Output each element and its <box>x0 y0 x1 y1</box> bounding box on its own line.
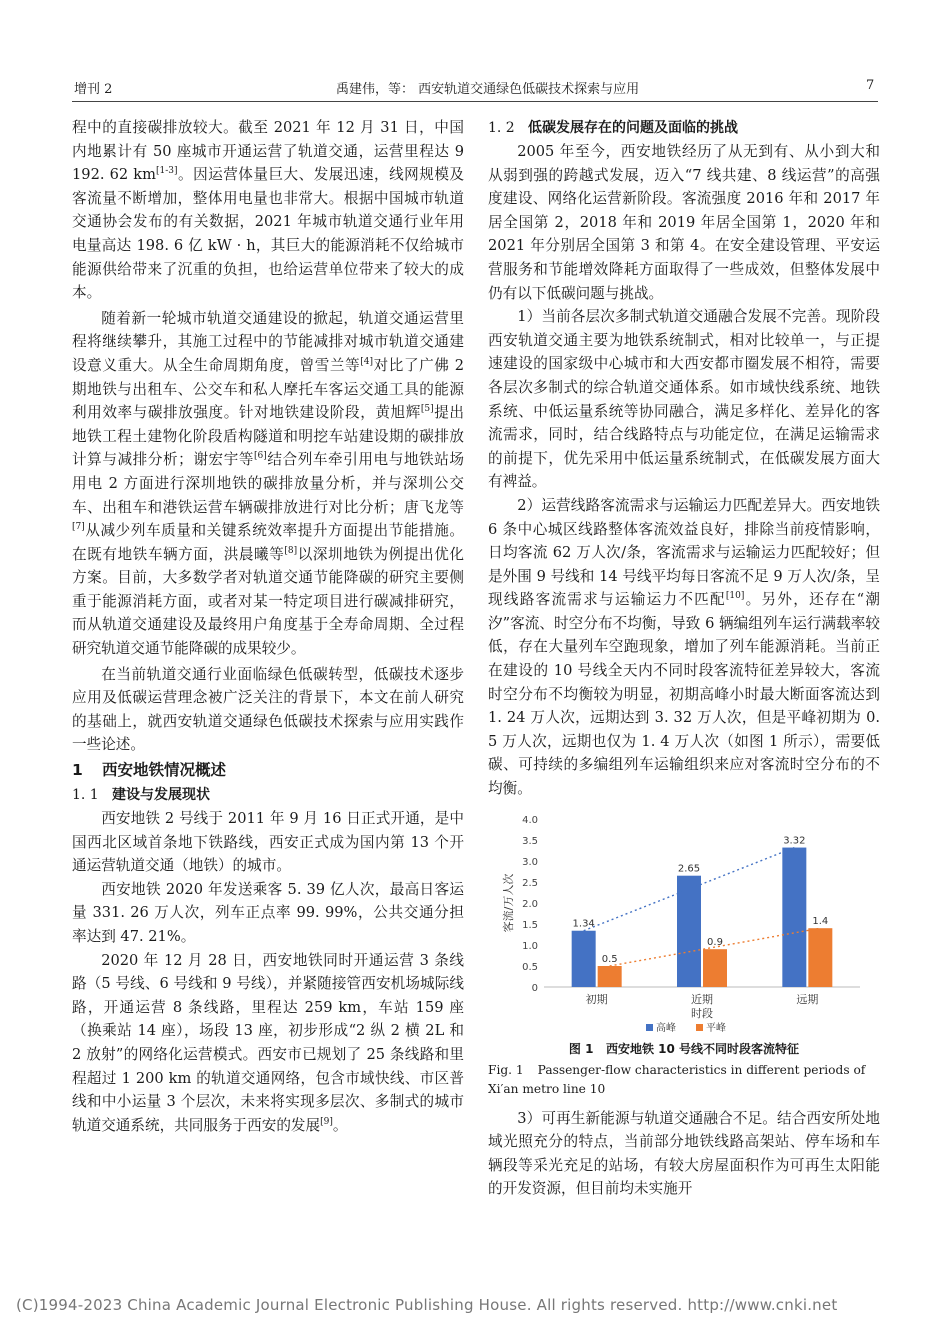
paragraph: 程中的直接碳排放较大。截至 2021 年 12 月 31 日，中国内地累计有 50 座城市开通运营了轨道交通，运营里程达 9 192. 62 km[1-3]。因运营体量巨大、发展迅速，线网规模及客流量不断增加，整体用电量也非常大。根据中国城市轨道交通协会发布的有关数据，2021 年城市轨道交通行业年用电量高达 198. 6 亿 kW · h，其巨大的能源消耗不仅给城市能源供给带来了沉重的负担，也给运营单位带来了较大的成本。 <box>72 119 464 302</box>
legend-label: 高峰 <box>656 1022 676 1033</box>
page-number: 7 <box>866 78 875 93</box>
figure-1 <box>488 811 880 1033</box>
x-axis-label: 时段 <box>691 1006 713 1020</box>
left-column <box>72 116 464 1137</box>
y-axis-label: 客流/万人次 <box>502 873 515 932</box>
x-tick-label: 初期 <box>585 992 608 1006</box>
paragraph: 3）可再生新能源与轨道交通融合不足。结合西安所处地域光照充分的特点，当前部分地铁线路高架站、停车场和车辆段等采光充足的站场，有较大房屋面积作为可再生太阳能的开发资源，但目前均未实施开 <box>488 1109 880 1198</box>
bar-平峰 <box>598 966 622 987</box>
x-tick-label: 远期 <box>796 992 819 1006</box>
bar-平峰 <box>808 928 832 987</box>
paragraph: 随着新一轮城市轨道交通建设的掀起，轨道交通运营里程将继续攀升，其施工过程中的节能减排对城市轨道交通建设意义重大。从全生命周期角度，曾雪兰等[4]对比了广佛 2 期地铁与出租车、公交车和私人摩托车客运交通工具的能源利用效率与碳排放强度。针对地铁建设阶段，黄旭辉[5]提出地铁工程土建物化阶段盾构隧道和明挖车站建设期的碳排放计算与减排分析；谢宏宇等[6]结合列车牵引用电与地铁站场用电 2 方面进行深圳地铁的碳排放量分析，并与深圳公交车、出租车和港铁运营车辆碳排放进行对比分析；唐飞龙等[7]从减少列车质量和关键系统效率提升方面提出节能措施。在既有地铁车辆方面，洪晨曦等[8]以深圳地铁为例提出优化方案。目前，大多数学者对轨道交通节能降碳的研究主要侧重于能源消耗方面，或者对某一特定项目进行碳减排研究，而从轨道交通建设及最终用户角度基于全寿命周期、全过程研究轨道交通节能降碳的成果较少。 <box>72 309 464 658</box>
subsection-heading: 1. 1 建设与发展现状 <box>72 787 210 804</box>
y-tick-label: 4.0 <box>522 814 538 826</box>
section-heading: 1 西安地铁情况概述 <box>72 761 227 780</box>
y-tick-label: 1.0 <box>522 940 538 952</box>
citation: [8] <box>284 545 298 556</box>
data-label: 0.9 <box>707 936 723 948</box>
x-tick-label: 近期 <box>691 992 713 1006</box>
running-title: 禹建伟，等： 西安轨道交通绿色低碳技术探索与应用 <box>336 82 640 97</box>
copyright-footer: (C)1994-2023 China Academic Journal Electronic Publishing House. All rights reserved. http://www.cnki.net <box>16 1296 838 1314</box>
figure-caption-cn: 图 1 西安地铁 10 号线不同时段客流特征 <box>568 1041 800 1056</box>
citation: [4] <box>360 357 374 368</box>
y-tick-label: 1.5 <box>522 919 538 931</box>
citation: [1-3] <box>156 166 178 177</box>
data-label: 2.65 <box>677 863 701 875</box>
paragraph: 2）运营线路客流需求与运输运力匹配差异大。西安地铁 6 条中心城区线路整体客流效益良好，排除当前疫情影响，日均客流 62 万人次/条，客流需求与运输运力匹配较好；但是外围 9 号线和 14 号线平均每日客流不足 9 万人次/条，呈现线路客流需求与运输运力不匹配[10]。另外，还存在“潮汐”客流、时空分布不均衡，导致 6 辆编组列车运行满载率较低，存在大量列车空跑现象，增加了列车能源消耗。当前正在建设的 10 号线全天内不同时段客流特征差异较大，客流时空分布不均衡较为明显，初期高峰小时最大断面客流达到 1. 24 万人次，远期达到 3. 32 万人次，但是平峰初期为 0. 5 万人次，远期也仅为 1. 4 万人次（如图 1 所示），需要低碳、可持续的多编组列车运输组织来应对客流时空分布的不均衡。 <box>488 496 880 798</box>
citation: [6] <box>254 451 267 462</box>
y-tick-label: 0 <box>531 982 538 994</box>
subsection-heading: 1. 2 低碳发展存在的问题及面临的挑战 <box>488 120 738 136</box>
paragraph: 2005 年至今，西安地铁经历了从无到有、从小到大和从弱到强的跨越式发展，迈入“7 线共建、8 线运营”的高强度建设、网络化运营新阶段。客流强度 2016 年和 2017 年居全国第 2，2018 年和 2019 年居全国第 1，2020 年和 2021 年分别居全国第 3 和第 4。在安全建设管理、平安运营服务和节能增效降耗方面取得了一些成效，但整体发展中仍有以下低碳问题与挑战。 <box>488 143 880 302</box>
bar-高峰 <box>677 875 701 986</box>
paragraph: 西安地铁 2 号线于 2011 年 9 月 16 日正式开通，是中国西北区域首条地下铁路线，西安正式成为国内第 13 个开通运营轨道交通（地铁）的城市。 <box>72 810 464 875</box>
y-tick-label: 3.5 <box>522 835 538 847</box>
data-label: 0.5 <box>601 953 618 965</box>
citation: [5] <box>420 404 434 415</box>
right-column <box>488 116 880 1201</box>
legend-label: 平峰 <box>706 1022 726 1033</box>
legend-swatch <box>696 1024 703 1031</box>
bar-平峰 <box>703 949 727 987</box>
figure-caption-en: Fig. 1 Passenger-flow characteristics in different periods of Xi′an metro line 10 <box>488 1062 866 1096</box>
data-label: 3.32 <box>783 835 806 847</box>
y-tick-label: 0.5 <box>522 961 538 973</box>
paragraph: 西安地铁 2020 年发送乘客 5. 39 亿人次，最高日客运量 331. 26 万人次，列车正点率 99. 99%，公共交通分担率达到 47. 21%。 <box>72 880 464 945</box>
bar-chart <box>498 811 868 1033</box>
y-tick-label: 2.5 <box>522 877 538 889</box>
header-rule <box>72 101 878 102</box>
journal-issue: 增刊 2 <box>74 82 113 97</box>
y-tick-label: 3.0 <box>522 856 538 868</box>
citation: [7] <box>72 522 85 533</box>
paragraph: 1）当前各层次多制式轨道交通融合发展不完善。现阶段西安轨道交通主要为地铁系统制式，相对比较单一，与正提速建设的国家级中心城市和大西安都市圈发展不相符，需要各层次多制式的综合轨道交通体系。如市域快线系统、地铁系统、中低运量系统等协同融合，满足多样化、差异化的客流需求，同时，结合线路特点与功能定位，在满足运输需求的前提下，优先采用中低运量系统制式，在低碳发展方面大有裨益。 <box>488 308 880 491</box>
citation: [9] <box>320 1116 333 1127</box>
citation: [10] <box>725 591 745 602</box>
legend-swatch <box>646 1024 653 1031</box>
data-label: 1.34 <box>572 918 595 930</box>
bar-高峰 <box>782 847 806 986</box>
bar-高峰 <box>572 930 596 986</box>
paragraph: 2020 年 12 月 28 日，西安地铁同时开通运营 3 条线路（5 号线、6 号线和 9 号线），并紧随接管西安机场城际线路，开通运营 8 条线路，里程达 259 km，车站 159 座（换乘站 14 座），场段 13 座，初步形成“2 纵 2 横 2L 和 2 放射”的网络化运营模式。西安市已规划了 25 条线路和里程超过 1 200 km 的轨道交通网络，包含市域快线、市区普线和中小运量 3 个层次，未来将实现多层次、多制式的城市轨道交通系统，共同服务于西安的发展[9]。 <box>72 951 464 1134</box>
y-tick-label: 2.0 <box>522 898 538 910</box>
paragraph: 在当前轨道交通行业面临绿色低碳转型，低碳技术逐步应用及低碳运营理念被广泛关注的背景下，本文在前人研究的基础上，就西安轨道交通绿色低碳技术探索与应用实践作一些论述。 <box>72 665 464 754</box>
data-label: 1.4 <box>812 915 829 927</box>
